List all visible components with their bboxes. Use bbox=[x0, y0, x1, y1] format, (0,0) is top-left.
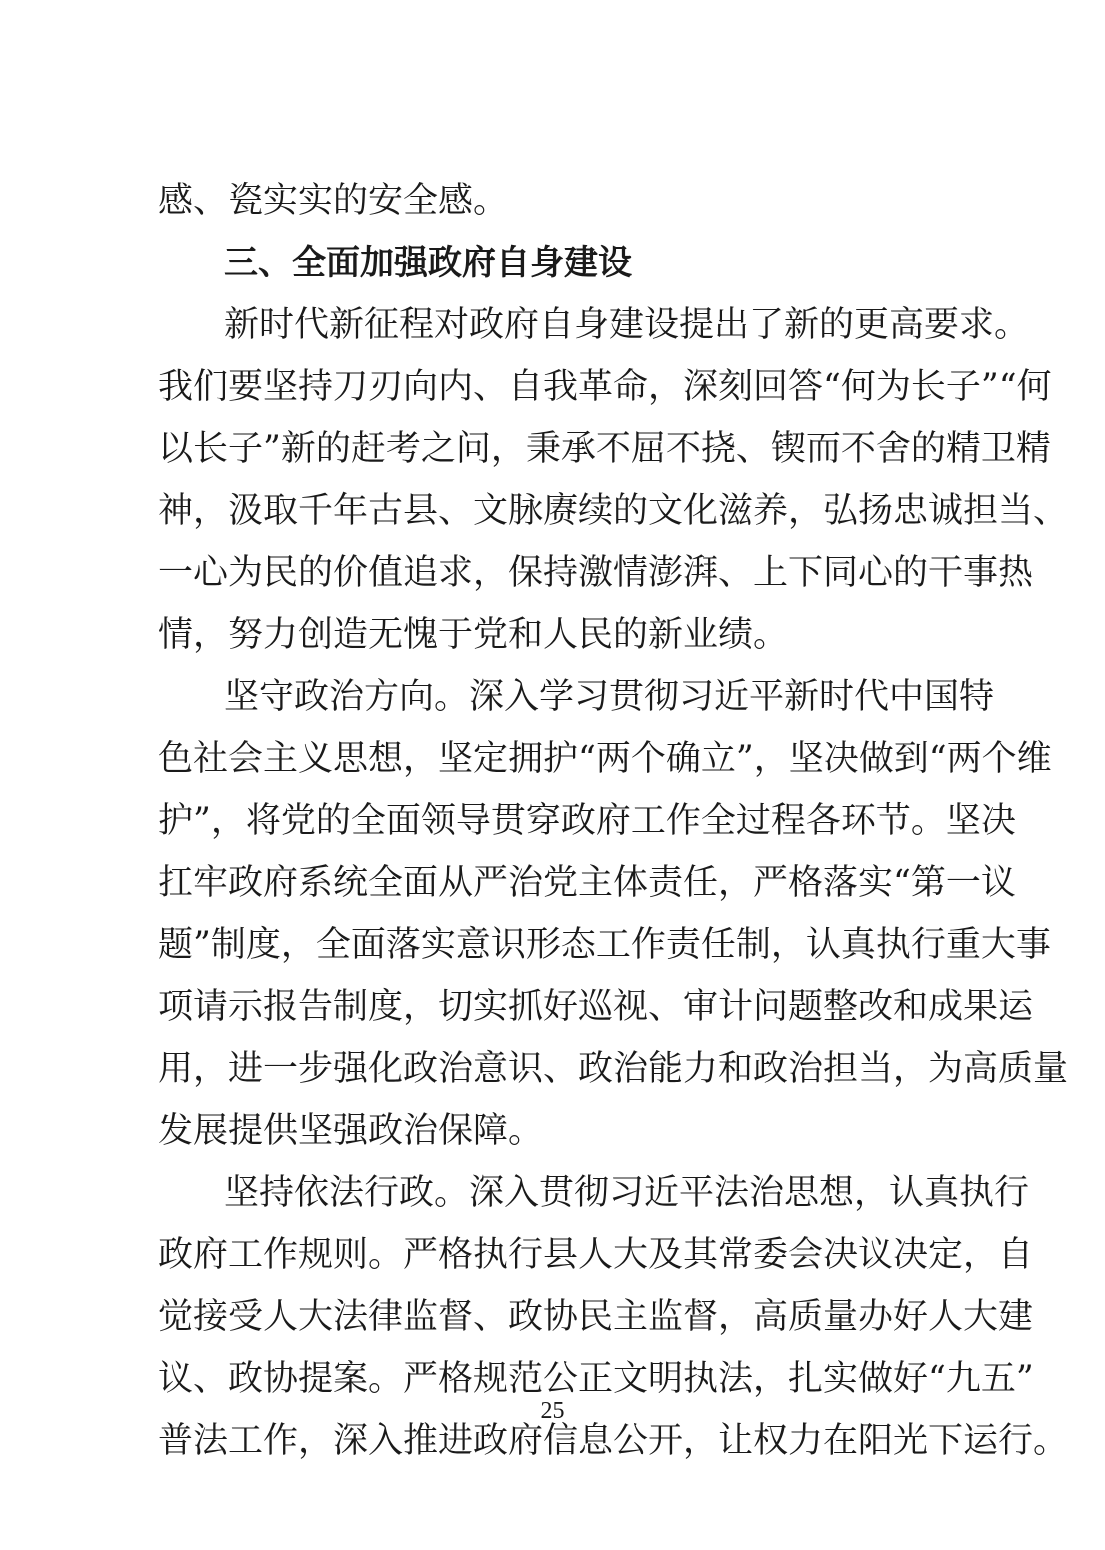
intro-line: 以长子”新的赶考之问，秉承不屈不挠、锲而不舍的精卫精 bbox=[158, 429, 1051, 469]
politics-lead: 坚守政治方向。 bbox=[224, 677, 470, 717]
intro-line: 情，努力创造无愧于党和人民的新业绩。 bbox=[158, 615, 789, 655]
intro-line: 我们要坚持刀刃向内、自我革命，深刻回答“何为长子”“何 bbox=[158, 367, 1052, 407]
politics-line: 色社会主义思想，坚定拥护“两个确立”，坚决做到“两个维 bbox=[158, 739, 1052, 779]
continuation-line: 感、瓷实实的安全感。 bbox=[158, 181, 509, 221]
politics-first-line-text: 深入学习贯彻习近平新时代中国特 bbox=[469, 677, 995, 717]
law-line: 普法工作，深入推进政府信息公开，让权力在阳光下运行。 bbox=[158, 1421, 1069, 1461]
section-heading: 三、全面加强政府自身建设 bbox=[224, 243, 632, 283]
intro-line: 新时代新征程对政府自身建设提出了新的更高要求。 bbox=[224, 305, 1030, 345]
document-page bbox=[158, 170, 1069, 1472]
politics-line: 扛牢政府系统全面从严治党主体责任，严格落实“第一议 bbox=[158, 863, 1016, 903]
law-line: 议、政协提案。严格规范公正文明执法，扎实做好“九五” bbox=[158, 1359, 1034, 1399]
politics-first-line bbox=[158, 666, 995, 728]
page-number: 25 bbox=[540, 1398, 565, 1424]
law-line: 觉接受人大法律监督、政协民主监督，高质量办好人大建 bbox=[158, 1297, 1034, 1337]
politics-line: 发展提供坚强政治保障。 bbox=[158, 1111, 544, 1151]
law-first-line-text: 深入贯彻习近平法治思想，认真执行 bbox=[469, 1173, 1030, 1213]
politics-line: 项请示报告制度，切实抓好巡视、审计问题整改和成果运 bbox=[158, 987, 1034, 1027]
law-line: 政府工作规则。严格执行县人大及其常委会决议决定，自 bbox=[158, 1235, 1034, 1275]
politics-line: 用，进一步强化政治意识、政治能力和政治担当，为高质量 bbox=[158, 1049, 1069, 1089]
politics-line: 题”制度，全面落实意识形态工作责任制，认真执行重大事 bbox=[158, 925, 1051, 965]
intro-line: 一心为民的价值追求，保持激情澎湃、上下同心的干事热 bbox=[158, 553, 1034, 593]
politics-line: 护”，将党的全面领导贯穿政府工作全过程各环节。坚决 bbox=[158, 801, 1016, 841]
intro-line: 神，汲取千年古县、文脉赓续的文化滋养，弘扬忠诚担当、 bbox=[158, 491, 1069, 531]
law-lead: 坚持依法行政。 bbox=[224, 1173, 470, 1213]
law-first-line bbox=[158, 1162, 1030, 1224]
